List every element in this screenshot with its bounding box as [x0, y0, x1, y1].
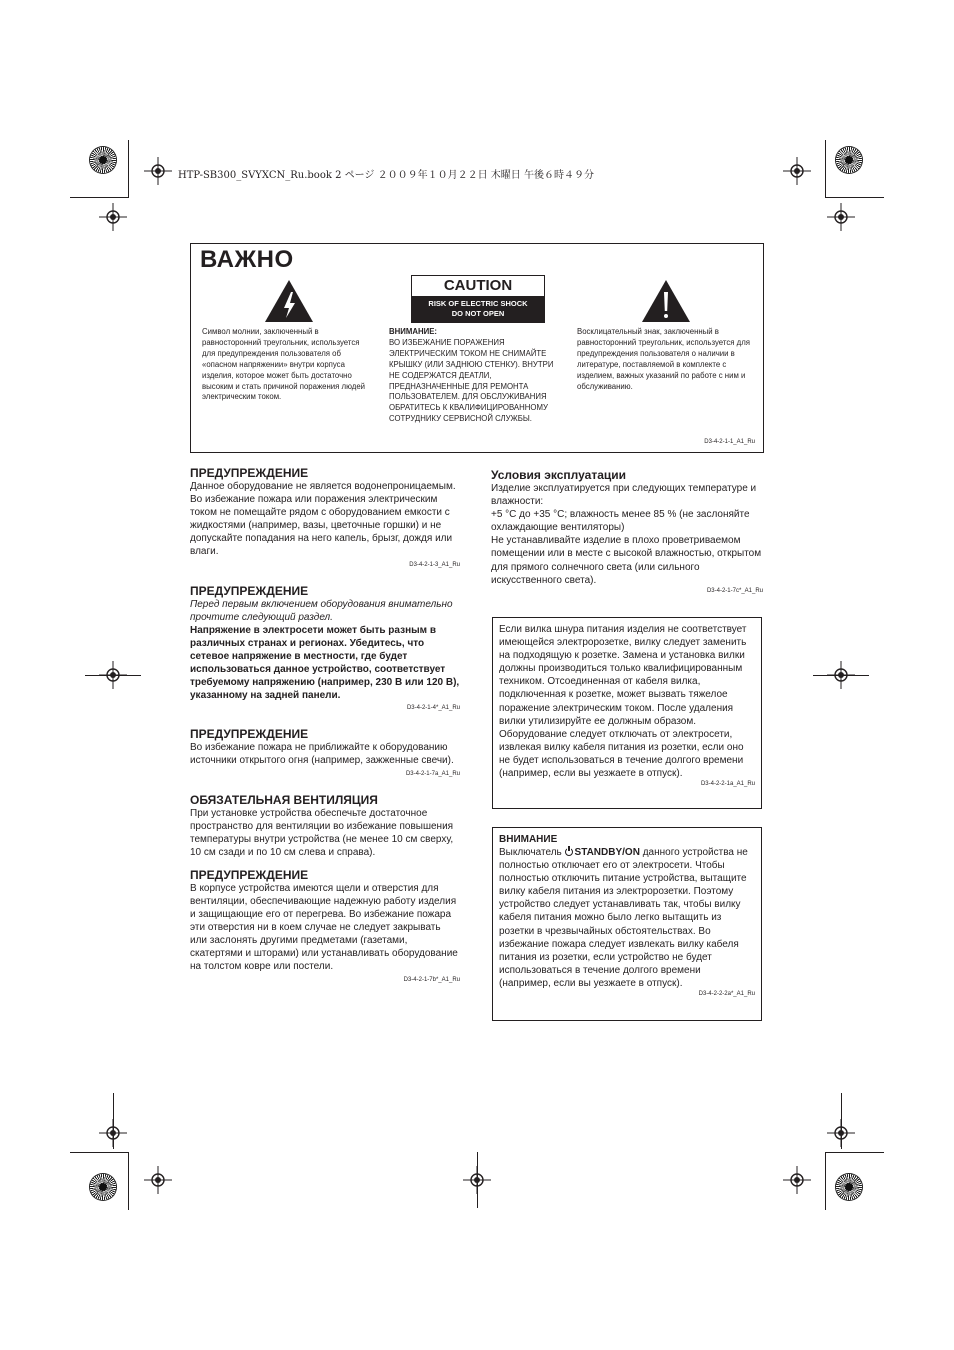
registration-target-icon — [783, 1166, 811, 1194]
caution-subtitle-line-1: RISK OF ELECTRIC SHOCK — [428, 299, 528, 308]
crop-line — [85, 675, 141, 676]
section-heading: ПРЕДУПРЕЖДЕНИЕ — [190, 867, 309, 882]
section-text: В корпусе устройства имеются щели и отверстия для вентиляции, обеспечивающие надежную работу изделия и защищающие его от перегрева. Во избежание пожара эти отверстия ни в коем случае не следует закрывать или заслонять другими предметами (газетами, скатертями и шторами) или устанавливать оборудование на толстом ковре или постели. — [190, 882, 458, 973]
color-rosette-top-left — [90, 147, 116, 173]
reference-code: D3-4-2-2-1a_A1_Ru — [700, 781, 755, 788]
color-rosette-bottom-right — [836, 1174, 862, 1200]
caution-text-heading: ВНИМАНИЕ: — [389, 327, 438, 336]
lightning-warning-icon — [264, 279, 314, 323]
color-rosette-bottom-left — [90, 1174, 116, 1200]
reference-code: D3-4-2-1-3_A1_Ru — [409, 561, 460, 568]
crop-line — [826, 197, 884, 198]
standby-on-label: STANDBY/ON — [574, 847, 640, 858]
crop-line — [128, 140, 129, 198]
box-text-start: Выключатель — [499, 847, 565, 858]
exclamation-warning-icon — [641, 279, 691, 323]
exclamation-symbol-description: Восклицательный знак, заключенный в равносторонний треугольник, используется для предупреждения пользователя о наличии в литературе, поставляемой в комплекте с изделием, важных указаний по работе с ним и обслуживанию. — [577, 327, 750, 391]
crop-line — [841, 1093, 842, 1149]
section-italic-note: Перед первым включением оборудования внимательно прочтите следующий раздел. — [190, 598, 453, 623]
box-heading: ВНИМАНИЕ — [499, 834, 558, 845]
color-rosette-top-right — [836, 147, 862, 173]
registration-target-icon — [99, 203, 127, 231]
section-text: Данное оборудование не является водонепроницаемым. Во избежание пожара или поражения электрическим током не помещайте рядом с оборудованием емкости с жидкостями (например, вазы, цветочные горшки) и не допускайте попадания на него капель, брызг, дождя или влаги. — [190, 481, 456, 558]
section-text: Изделие эксплуатируется при следующих температуре и влажности: +5 °C до +35 °C; влажность менее 85 % (не заслоняйте охлаждающие вентиляторы) Не устанавливайте изделие в плохо проветриваемом помещении или в месте с высокой влажностью, открытом для прямого солнечного света (или сильного искусственного света). — [491, 483, 762, 586]
important-safety-box — [190, 243, 764, 453]
power-plug-box — [492, 617, 762, 809]
caution-subtitle-line-2: DO NOT OPEN — [451, 309, 505, 318]
warning-water-section — [190, 466, 460, 568]
print-header-line: HTP-SB300_SVYXCN_Ru.book 2 ページ ２００９年１０月２２日 木曜日 午後６時４９分 — [178, 170, 594, 181]
section-heading: ОБЯЗАТЕЛЬНАЯ ВЕНТИЛЯЦИЯ — [190, 792, 378, 807]
registration-target-icon — [783, 157, 811, 185]
important-title: ВАЖНО — [200, 246, 294, 273]
registration-target-icon — [144, 157, 172, 185]
crop-line — [113, 1093, 114, 1149]
warning-voltage-section — [190, 584, 460, 712]
warning-fire-section — [190, 727, 460, 776]
section-text: При установке устройства обеспечьте достаточное пространство для вентиляции во избежание повышения температуры внутри устройства (не менее 10 см сверху, 10 см сзади и по 10 см слева и справа). — [190, 807, 454, 858]
caution-text-body: ВО ИЗБЕЖАНИЕ ПОРАЖЕНИЯ ЭЛЕКТРИЧЕСКИМ ТОКОМ НЕ СНИМАЙТЕ КРЫШКУ (ИЛИ ЗАДНЮЮ СТЕНКУ). ВНУТРИ НЕ СОДЕРЖАТСЯ ДЕАТЛИ, ПРЕДНАЗНАЧЕННЫЕ ДЛЯ РЕМОНТА ПОЛЬЗОВАТЕЛЕМ. ДЛЯ ОБСЛУЖИВАНИЯ ОБРАТИТЕСЬ К КВАЛИФИЦИРОВАННОМУ СОТРУДНИКУ СЕРВИСНОЙ СЛУЖБЫ. — [389, 337, 554, 424]
box-text-end: данного устройства не полностью отключает его от электросети. Чтобы полностью отключить питание устройства, вытащите вилку кабеля питания из электророзетки. Поэтому устройство следует устанавливать так, чтобы вилку кабеля питания можно было легко вытащить из розетки в чрезвычайных обстоятельствах. Во избежание пожара следует извлекать вилку кабеля питания из розетки, если устройство не будет использоваться в течение долгого времени (например, если вы уезжаете в отпуск). — [499, 847, 748, 989]
crop-line — [70, 197, 128, 198]
left-column — [190, 466, 460, 983]
section-heading: Условия эксплуатации — [491, 468, 626, 482]
standby-caution-box — [492, 827, 762, 1021]
section-heading: ПРЕДУПРЕЖДЕНИЕ — [190, 583, 309, 598]
lightning-symbol-description: Символ молнии, заключенный в равносторонний треугольник, используется для предупреждения пользователя об «опасном напряжении» внутри корпуса изделия, которое может быть достаточно высоким и стать причиной поражения людей электрическим током. — [202, 327, 366, 402]
caution-label — [411, 275, 545, 323]
caution-text-block — [389, 327, 563, 425]
section-text: Во избежание пожара не приближайте к оборудованию источники открытого огня (например, зажженные свечи). — [190, 742, 454, 767]
caution-title: CAUTION — [443, 277, 513, 294]
reference-code: D3-4-2-1-4*_A1_Ru — [406, 705, 460, 712]
section-heading: ПРЕДУПРЕЖДЕНИЕ — [190, 466, 309, 480]
crop-line — [813, 675, 869, 676]
caution-subtitle — [412, 296, 544, 323]
reference-code: D3-4-2-1-7b*_A1_Ru — [403, 976, 460, 983]
reference-code: D3-4-2-2-2a*_A1_Ru — [698, 991, 755, 998]
reference-code: D3-4-2-1-7c*_A1_Ru — [706, 587, 763, 594]
reference-code: D3-4-2-1-1_A1_Ru — [704, 439, 755, 445]
registration-target-icon — [144, 1166, 172, 1194]
ventilation-section — [190, 793, 460, 859]
crop-line — [477, 1152, 478, 1208]
crop-line — [826, 1152, 884, 1153]
registration-target-icon — [827, 203, 855, 231]
reference-code: D3-4-2-1-7a_A1_Ru — [405, 770, 460, 777]
warning-openings-section — [190, 868, 460, 983]
crop-line — [70, 1152, 128, 1153]
operating-conditions-section — [491, 468, 763, 594]
crop-line — [128, 1152, 129, 1210]
power-icon — [565, 848, 573, 856]
box-text — [499, 846, 755, 990]
section-heading: ПРЕДУПРЕЖДЕНИЕ — [190, 727, 309, 742]
crop-line — [825, 140, 826, 198]
section-bold-text: Напряжение в электросети может быть разным в различных странах и регионах. Убедитесь, что сетевое напряжение в местности, где будет использоваться данное устройство, соответствует требуемому напряжению (например, 230 В или 120 В), указанному на задней панели. — [190, 624, 460, 702]
box-text: Если вилка шнура питания изделия не соответствует имеющейся электророзетке, вилку следует заменить на подходящую к розетке. Замена и установка вилки должны производиться только квалифицированным техником. Отсоединенная от кабеля вилка, подключенная к розетке, может вызвать тяжелое поражение электрическим током. После удаления вилки утилизируйте ее должным образом. Оборудование следует отключать от электросети, извлекая вилку кабеля питания из розетки, если оно не будет использоваться в течение долгого времени (например, если вы уезжаете в отпуск). — [499, 624, 747, 780]
crop-line — [825, 1152, 826, 1210]
